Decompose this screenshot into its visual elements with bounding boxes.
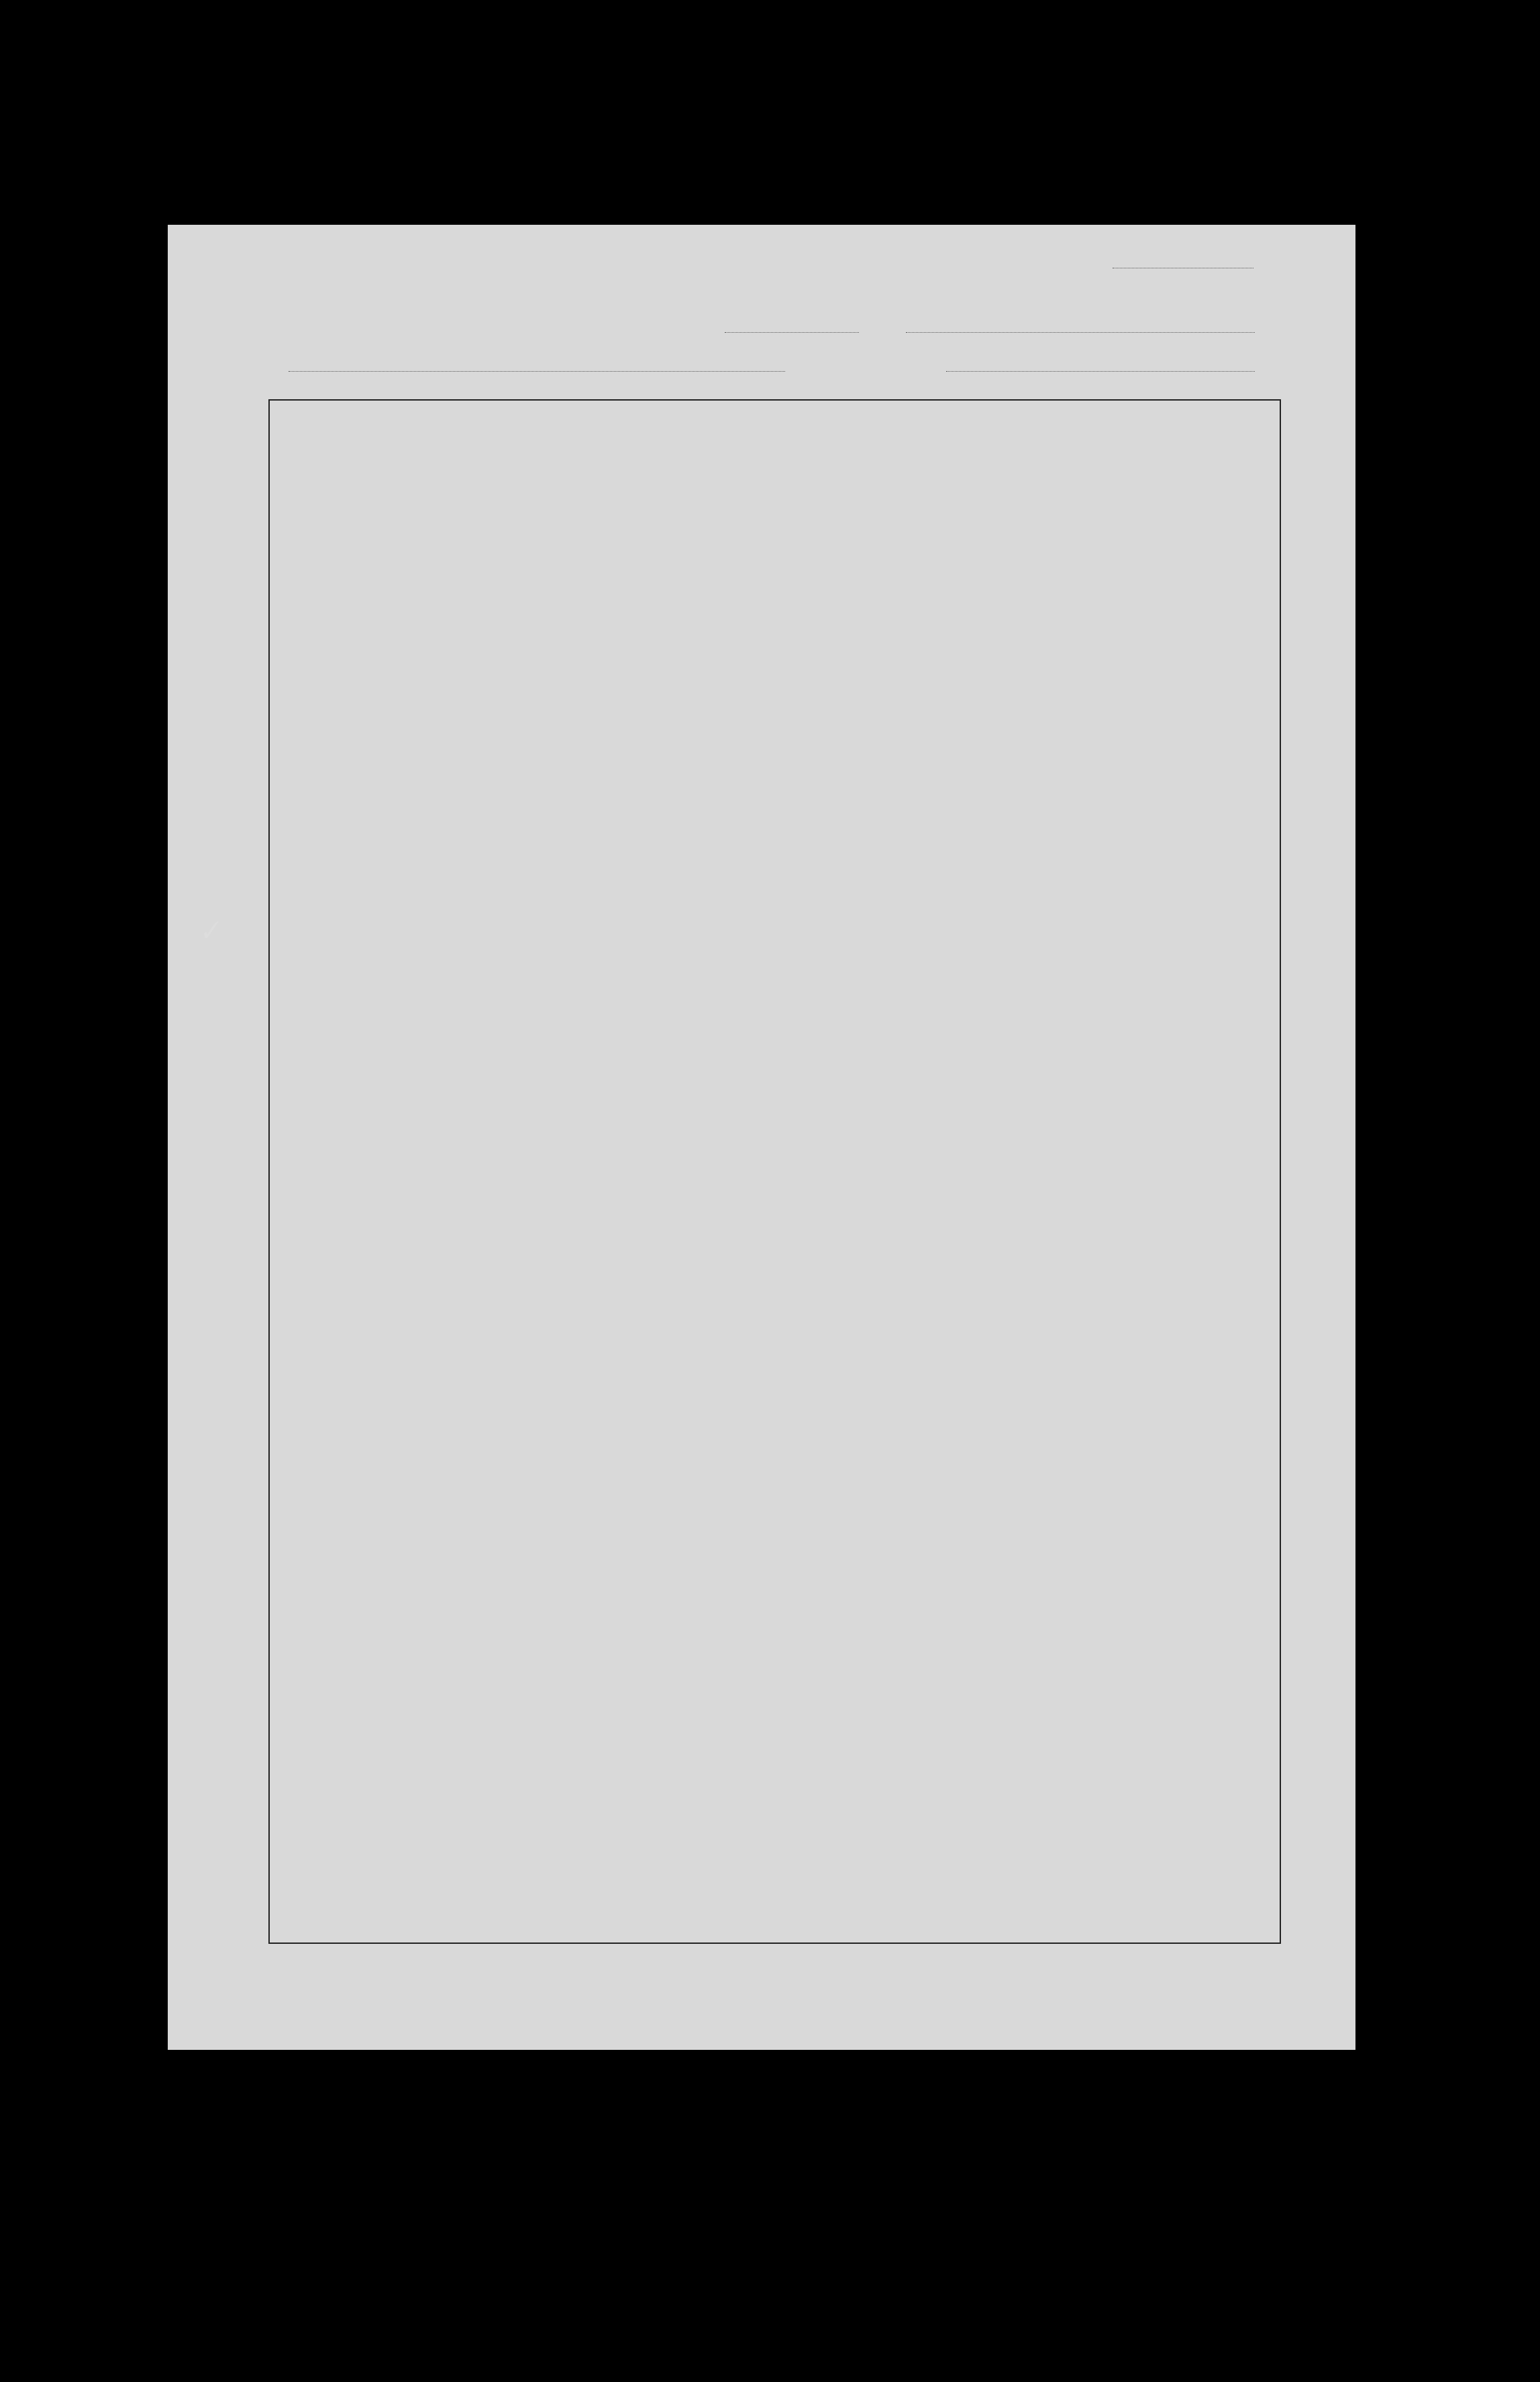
margin-scribble: ✓ xyxy=(195,914,223,949)
handwritten-check-marks xyxy=(168,225,1355,2050)
manifest-sheet xyxy=(168,225,1355,2050)
